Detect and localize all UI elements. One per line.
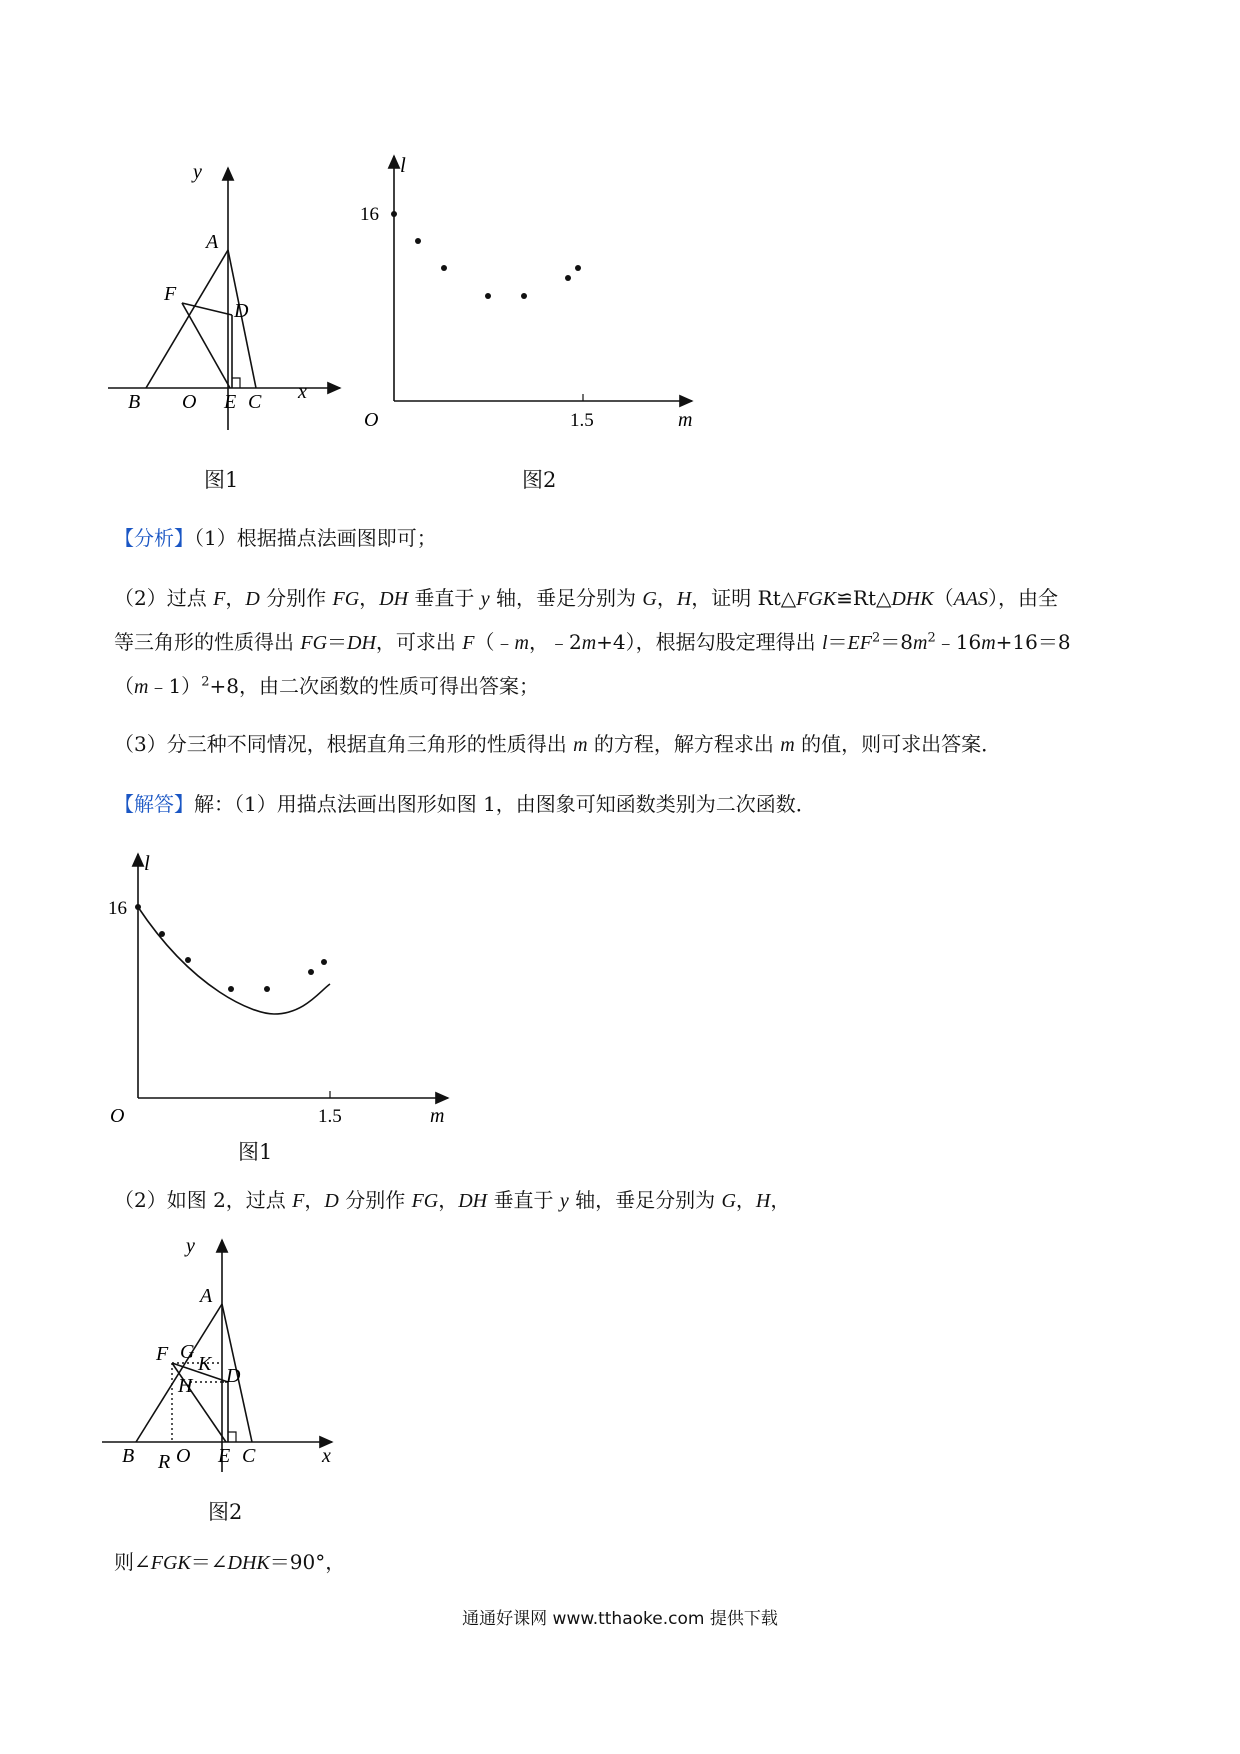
text: DH [347,632,376,654]
solution-graph [104,846,464,1146]
curve-point [321,959,327,965]
top-figure-1-caption: 图1 [204,468,239,492]
right-angle-mark [228,1432,236,1442]
text: DHK [227,1552,270,1574]
label-A: A [206,231,219,253]
label-y: y [193,161,202,183]
text: H [676,588,692,610]
text: FGK [150,1552,191,1574]
text: （2）过点 [114,586,214,610]
text: AAS [953,588,989,610]
text: ），由全 [988,586,1059,610]
tick-label-1-5: 1.5 [570,410,594,431]
text: ， [304,1188,325,1212]
text: FG [411,1190,439,1212]
text: ， [359,586,380,610]
text: ＝8 [880,630,913,654]
text: l [821,632,828,654]
superscript: 2 [201,674,210,690]
label-l: l [400,153,406,177]
text: ≌Rt△ [836,586,892,610]
label-E: E [218,1445,231,1467]
curve-point [135,904,141,910]
solution-line-2 [114,1178,1134,1223]
label-R: R [158,1451,171,1473]
curve-point [264,986,270,992]
label-D: D [234,300,249,322]
label-x: x [298,381,307,403]
label-l: l [144,851,150,875]
text: G [642,588,657,610]
solution-figure-2 [100,1236,360,1476]
analysis-line-2 [114,576,1134,621]
label-D: D [226,1365,241,1387]
label-O: O [176,1445,191,1467]
label-origin: O [364,409,379,431]
text: y [559,1190,569,1212]
label-B: B [122,1445,135,1467]
text: （2）如图 2，过点 [114,1188,293,1212]
text: m [134,676,149,698]
text: G [721,1190,736,1212]
text: 轴，垂足分别为 [568,1188,722,1212]
text: 轴，垂足分别为 [489,586,643,610]
tick-label-1-5: 1.5 [318,1106,342,1127]
text: 分别作 [259,586,333,610]
text: 垂直于 [408,586,481,610]
tick-label-16: 16 [108,898,127,919]
text: +4），根据勾股定理得出 [596,630,822,654]
text: F [462,632,475,654]
label-K: K [198,1353,212,1375]
analysis-line-4 [114,664,1134,709]
text: H [755,1190,771,1212]
label-B: B [128,391,141,413]
label-m: m [678,409,693,431]
label-x: x [322,1445,331,1467]
scatter-point [415,238,421,244]
analysis-line-3 [114,620,1134,665]
analysis-line-1 [114,516,1134,560]
text: m [514,632,529,654]
side-AB [146,250,228,388]
label-C: C [242,1445,256,1467]
text: m [913,632,928,654]
text: 的方程，解方程求出 [587,732,781,756]
text: （ [114,674,134,698]
text: FG [332,588,360,610]
label-C: C [248,391,262,413]
text: +8，由二次函数的性质可得出答案； [209,674,539,698]
text: ， [770,1188,791,1212]
text: ， [735,1188,756,1212]
text: 垂直于 [487,1188,560,1212]
text: DH [379,588,409,610]
text: m [981,632,996,654]
top-figure-2-caption: 图2 [522,468,557,492]
analysis-text-1: （1）根据描点法画图即可； [194,526,437,550]
analysis-tag: 【分析】 [114,526,194,550]
segment-FE [182,303,230,388]
text: （3）分三种不同情况，根据直角三角形的性质得出 [114,732,574,756]
text: ， [656,586,677,610]
text: ，可求出 [375,630,463,654]
text: （ [933,586,954,610]
solution-tag: 【解答】 [114,792,194,816]
text: +16＝8 [995,630,1071,654]
text: m [573,734,588,756]
curve-point [228,986,234,992]
text: m [780,734,795,756]
label-origin: O [110,1105,125,1127]
scatter-point [521,293,527,299]
curve-point [159,931,165,937]
segment-FD [182,303,232,315]
text: DHK [891,588,934,610]
solution-line-1 [114,782,1134,826]
label-O: O [182,391,197,413]
text: EF [847,632,872,654]
text: y [480,588,490,610]
text: m [581,632,597,654]
curve-point [185,957,191,963]
curve-point [308,969,314,975]
solution-line-3 [114,1540,1134,1585]
tick-label-16: 16 [360,204,379,225]
text: DH [458,1190,488,1212]
text: 的值，则可求出答案． [794,732,1002,756]
text: ，证明 Rt△ [691,586,797,610]
text: F [292,1190,305,1212]
label-A: A [200,1285,213,1307]
text: ＝ [827,630,848,654]
label-F: F [164,283,177,305]
text: FGK [796,588,837,610]
text: ， [438,1188,459,1212]
quadratic-curve [138,907,330,1014]
text: D [245,588,260,610]
solution-text-1: 解：（1）用描点法画出图形如图 1，由图象可知函数类别为二次函数． [194,792,816,816]
label-H: H [178,1375,193,1397]
text: ， [225,586,246,610]
top-figure-1 [100,160,360,450]
text: ，﹣2 [528,630,582,654]
label-y: y [186,1236,195,1257]
text: ＝∠ [190,1550,228,1574]
text: F [213,588,226,610]
text: ＝ [327,630,348,654]
text: 则∠ [114,1550,151,1574]
scatter-point [485,293,491,299]
text: D [324,1190,339,1212]
text: ﹣1） [148,674,202,698]
superscript: 2 [871,630,881,646]
label-G: G [180,1341,195,1363]
label-m: m [430,1105,445,1127]
page-footer: 通通好课网 www.tthaoke.com 提供下载 [462,1609,778,1629]
label-E: E [224,391,237,413]
scatter-point [565,275,571,281]
text: 分别作 [338,1188,412,1212]
scatter-point [391,211,397,217]
text: 等三角形的性质得出 [114,630,301,654]
text: ﹣16 [935,630,982,654]
analysis-line-5 [114,722,1134,767]
solution-graph-caption: 图1 [238,1140,273,1164]
label-F: F [156,1343,169,1365]
text: （﹣ [474,630,515,654]
solution-figure-2-caption: 图2 [208,1500,243,1524]
top-figure-2 [352,148,712,438]
superscript: 2 [927,630,936,646]
scatter-point [441,265,447,271]
right-angle-mark [232,378,240,388]
text: FG [300,632,328,654]
scatter-point [575,265,581,271]
text: ＝90°， [269,1550,346,1574]
